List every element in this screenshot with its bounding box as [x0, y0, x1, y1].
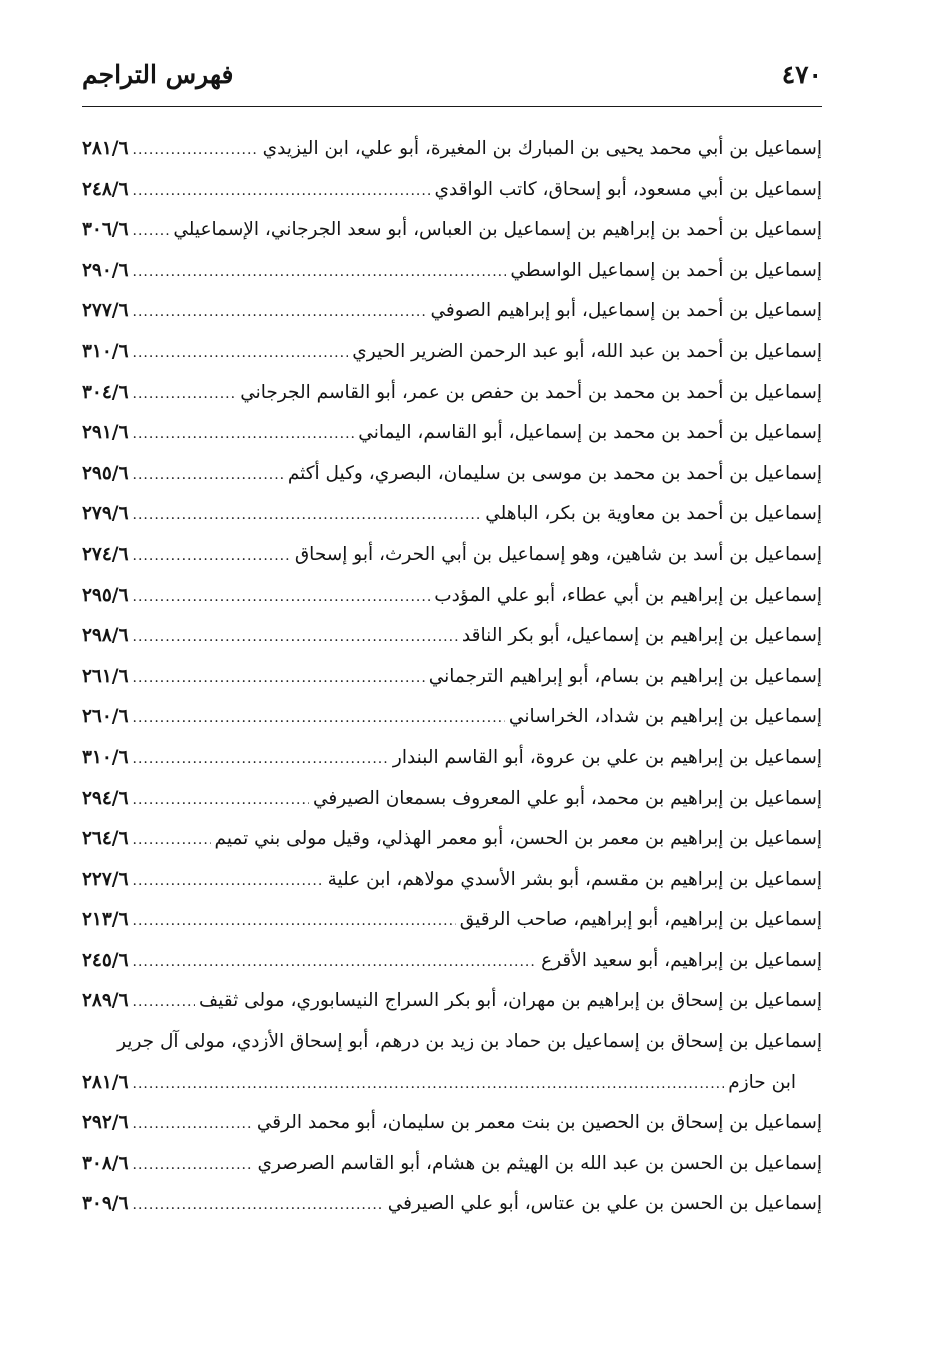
page-header — [82, 52, 822, 100]
header-rule — [82, 106, 822, 107]
entry-reference: ٢٩٥/٦ — [82, 462, 129, 484]
entry-reference: ٢٩٨/٦ — [82, 625, 129, 647]
entry-name: إسماعيل بن أحمد بن محمد بن إسماعيل، أبو القاسم، اليماني — [358, 422, 822, 444]
entry-reference: ٢٩١/٦ — [82, 422, 129, 444]
leader-dots — [133, 1190, 384, 1220]
entry-reference: ٣١٠/٦ — [82, 340, 129, 362]
entry-name: إسماعيل بن إبراهيم، أبو إبراهيم، صاحب الرقيق — [459, 909, 822, 931]
index-entry — [82, 499, 822, 540]
entry-name: إسماعيل بن إبراهيم بن إسماعيل، أبو بكر الناقد — [461, 625, 822, 647]
leader-dots — [133, 338, 349, 368]
leader-dots — [133, 703, 505, 733]
index-entry — [82, 946, 822, 987]
entry-reference: ٣٠٦/٦ — [82, 219, 129, 241]
leader-dots — [133, 582, 431, 612]
entry-name: إسماعيل بن إسحاق بن إبراهيم بن مهران، أبو بكر السراج النيسابوري، مولى ثقيف — [199, 990, 822, 1012]
leader-dots — [133, 1069, 725, 1099]
running-title: فهرس التراجم — [82, 60, 234, 89]
entry-reference: ٢٨١/٦ — [82, 138, 129, 159]
entry-reference: ٢٨٩/٦ — [82, 990, 129, 1012]
entry-reference: ٣٠٩/٦ — [82, 1193, 129, 1215]
entry-name: إسماعيل بن إبراهيم بن علي بن عروة، أبو القاسم البندار — [392, 746, 822, 768]
entry-reference: ٢٤٥/٦ — [82, 949, 129, 971]
entry-reference: ٢٧٧/٦ — [82, 300, 129, 322]
leader-dots — [133, 460, 284, 490]
entry-name: إسماعيل بن أحمد بن محمد بن أحمد بن حفص بن عمر، أبو القاسم الجرجاني — [240, 381, 822, 403]
leader-dots — [133, 1150, 254, 1180]
index-entry — [82, 1108, 822, 1149]
entry-reference: ٢٦٤/٦ — [82, 828, 129, 850]
leader-dots — [133, 135, 259, 165]
leader-dots — [133, 906, 456, 936]
leader-dots — [133, 785, 309, 815]
leader-dots — [133, 947, 538, 977]
index-entry-multiline — [82, 1027, 822, 1068]
index-entry — [82, 134, 822, 175]
entry-reference: ٢١٣/٦ — [82, 909, 129, 931]
index-entry — [82, 865, 822, 906]
entry-name: إسماعيل بن أبي محمد يحيى بن المبارك بن المغيرة، أبو علي، ابن اليزيدي — [262, 138, 822, 159]
index-entry — [82, 581, 822, 622]
entry-name: إسماعيل بن أحمد بن إسماعيل، أبو إبراهيم الصوفي — [430, 300, 822, 322]
entry-reference: ٢٩٤/٦ — [82, 787, 129, 809]
index-entry — [82, 743, 822, 784]
entry-name: إسماعيل بن إبراهيم بن أبي عطاء، أبو علي المؤدب — [434, 584, 822, 606]
entry-name: إسماعيل بن الحسن بن علي بن عتاس، أبو علي الصيرفي — [387, 1193, 822, 1215]
entry-name: إسماعيل بن إبراهيم، أبو سعيد الأقرع — [541, 949, 822, 971]
leader-dots — [133, 419, 355, 449]
entry-name: إسماعيل بن إبراهيم بن مقسم، أبو بشر الأسدي مولاهم، ابن علية — [327, 868, 822, 890]
entry-reference: ٢٦١/٦ — [82, 665, 129, 687]
leader-dots — [133, 622, 458, 652]
index-entry — [82, 824, 822, 865]
index-entry — [82, 702, 822, 743]
leader-dots — [133, 541, 291, 571]
index-entry — [82, 986, 822, 1027]
entry-name: إسماعيل بن الحسن بن عبد الله بن الهيثم بن هشام، أبو القاسم الصرصري — [257, 1152, 822, 1174]
leader-dots — [133, 866, 324, 896]
index-entry — [82, 905, 822, 946]
index-entry — [82, 418, 822, 459]
entry-name: إسماعيل بن أحمد بن إسماعيل الواسطي — [510, 259, 822, 281]
index-entry — [82, 540, 822, 581]
index-entry — [82, 296, 822, 337]
leader-dots — [133, 297, 427, 327]
leader-dots — [133, 176, 431, 206]
index-entry — [82, 256, 822, 297]
leader-dots — [133, 987, 195, 1017]
entry-name: إسماعيل بن إبراهيم بن شداد، الخراساني — [508, 706, 822, 728]
entry-reference: ٢٦٠/٦ — [82, 706, 129, 728]
index-entry — [82, 175, 822, 216]
leader-dots — [133, 216, 170, 246]
entry-name: إسماعيل بن إبراهيم بن محمد، أبو علي المعروف بسمعان الصيرفي — [312, 787, 822, 809]
entry-reference: ٣٠٤/٦ — [82, 381, 129, 403]
page-number: ٤٧٠ — [781, 60, 822, 89]
entry-name-line-1: إسماعيل بن إسحاق بن إسماعيل بن حماد بن زيد بن درهم، أبو إسحاق الأزدي، مولى آل جرير — [117, 1031, 822, 1053]
index-entry — [82, 1189, 822, 1230]
leader-dots — [133, 663, 425, 693]
entry-name: إسماعيل بن إسحاق بن الحصين بن بنت معمر بن سليمان، أبو محمد الرقي — [256, 1112, 822, 1134]
entry-reference: ٢٩٠/٦ — [82, 259, 129, 281]
index-entry — [82, 459, 822, 500]
leader-dots — [133, 500, 482, 530]
entry-reference: ٢٨١/٦ — [82, 1071, 129, 1093]
index-entry — [82, 662, 822, 703]
leader-dots — [133, 744, 389, 774]
index-entry — [82, 378, 822, 419]
leader-dots — [133, 825, 211, 855]
entry-name: إسماعيل بن أسد بن شاهين، وهو إسماعيل بن أبي الحرث، أبو إسحاق — [294, 543, 822, 565]
entry-name: إسماعيل بن إبراهيم بن معمر بن الحسن، أبو معمر الهذلي، وقيل مولى بني تميم — [214, 828, 822, 850]
entry-reference: ٢٩٥/٦ — [82, 584, 129, 606]
entry-name: إسماعيل بن أحمد بن معاوية بن بكر، الباهلي — [485, 503, 822, 525]
entry-reference: ٣١٠/٦ — [82, 746, 129, 768]
leader-dots — [133, 257, 507, 287]
index-entry — [82, 215, 822, 256]
entry-name: إسماعيل بن إبراهيم بن بسام، أبو إبراهيم الترجماني — [428, 665, 822, 687]
entry-name: إسماعيل بن أحمد بن عبد الله، أبو عبد الرحمن الضرير الحيري — [352, 340, 822, 362]
index-entry — [82, 621, 822, 662]
entry-reference: ٢٢٧/٦ — [82, 868, 129, 890]
index-entry — [82, 1149, 822, 1190]
entry-reference: ٢٤٨/٦ — [82, 178, 129, 200]
index-entries — [82, 134, 822, 1230]
index-entry — [82, 337, 822, 378]
entry-name-line-2: ابن حازم — [728, 1071, 796, 1093]
index-entry-continuation — [82, 1068, 822, 1109]
entry-reference: ٢٧٩/٦ — [82, 503, 129, 525]
entry-name: إسماعيل بن أحمد بن إبراهيم بن إسماعيل بن العباس، أبو سعد الجرجاني، الإسماعيلي — [173, 219, 822, 241]
index-entry — [82, 784, 822, 825]
entry-reference: ٣٠٨/٦ — [82, 1152, 129, 1174]
leader-dots — [133, 379, 237, 409]
entry-name: إسماعيل بن أبي مسعود، أبو إسحاق، كاتب الواقدي — [434, 178, 822, 200]
entry-name: إسماعيل بن أحمد بن محمد بن موسى بن سليمان، البصري، وكيل أكثم — [287, 462, 822, 484]
entry-reference: ٢٧٤/٦ — [82, 543, 129, 565]
leader-dots — [133, 1109, 253, 1139]
entry-reference: ٢٩٢/٦ — [82, 1112, 129, 1134]
